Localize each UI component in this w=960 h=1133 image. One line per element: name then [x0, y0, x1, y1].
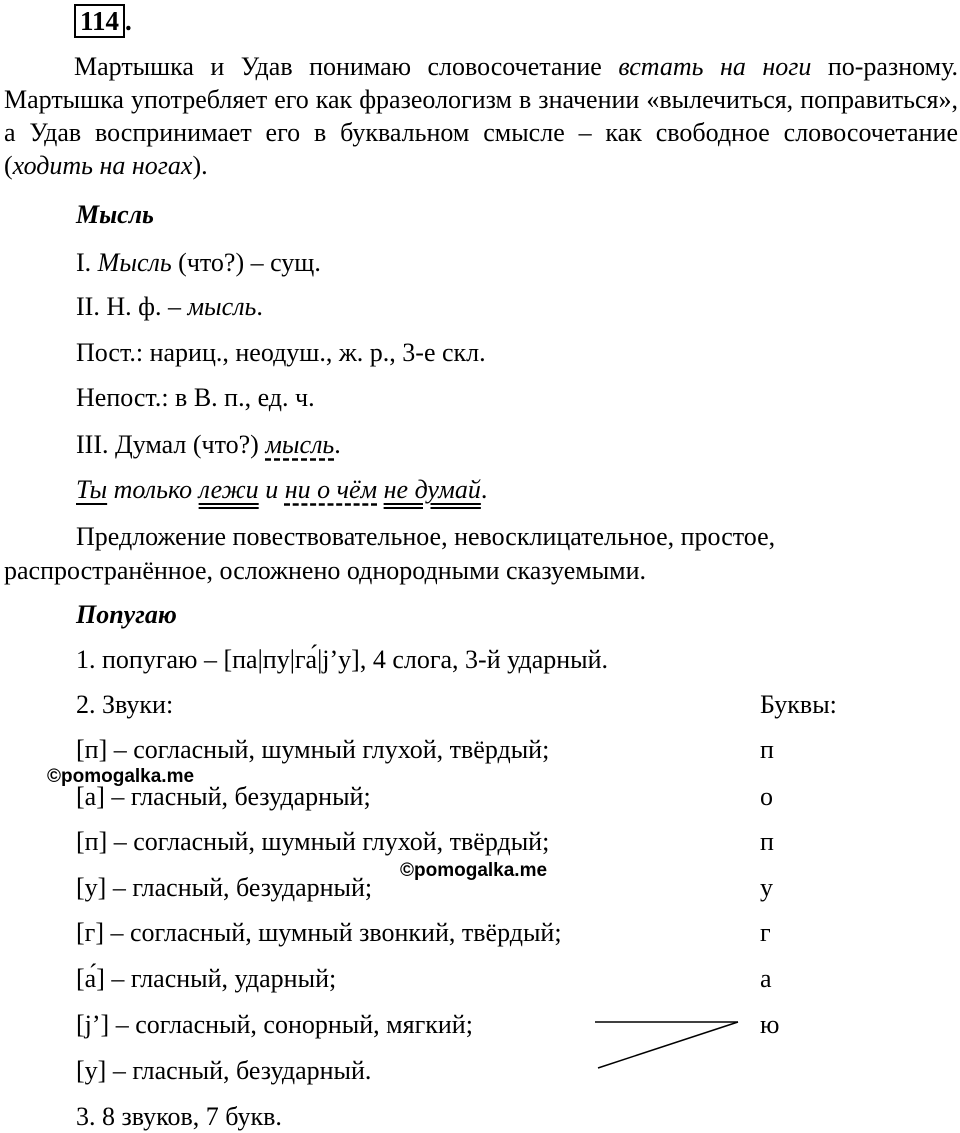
heading-popugayu: Попугаю — [76, 600, 177, 629]
sound-row: [j’] – согласный, сонорный, мягкий; — [76, 1010, 473, 1039]
mysl-line-4: Непост.: в В. п., ед. ч. — [76, 383, 315, 412]
sounds-label: 2. Звуки: — [76, 690, 174, 719]
sound-row: [п] – согласный, шумный глухой, твёрдый; — [76, 735, 550, 764]
sound-row: [у] – гласный, безударный. — [76, 1056, 372, 1085]
watermark: ©pomogalka.me — [400, 860, 548, 881]
heading-mysl: Мысль — [76, 200, 154, 229]
mysl-line-1: I. Мысль (что?) – сущ. — [76, 248, 321, 277]
exercise-number: 114 . — [74, 4, 132, 38]
letter-cell: о — [760, 782, 773, 811]
example-sentence: Ты только лежи и ни о чём не думай. — [76, 475, 488, 504]
sound-row: [г] – согласный, шумный звонкий, твёрдый; — [76, 918, 562, 947]
sound-row: [а́] – гласный, ударный; — [76, 964, 337, 993]
letter-cell: у — [760, 873, 773, 902]
mysl-line-3: Пост.: нариц., неодуш., ж. р., 3-е скл. — [76, 338, 486, 367]
summary-line: 3. 8 звуков, 7 букв. — [76, 1102, 282, 1131]
mysl-line-2: II. Н. ф. – мысль. — [76, 292, 263, 321]
sound-row: [у] – гласный, безударный; — [76, 873, 373, 902]
intro-paragraph: Мартышка и Удав понимаю словосочетание встать на ноги по-разному. Мартышка употребляет его как фразеологизм в значении «вылечиться, поправиться», а Удав воспринимает его в буквальном смысле – как свободное словосочетание (ходить на ногах). — [4, 52, 958, 180]
sentence-analysis-2: распространённое, осложнено однородными сказуемыми. — [4, 556, 647, 585]
letters-label: Буквы: — [760, 690, 837, 719]
letter-cell: ю — [760, 1010, 780, 1039]
sentence-analysis-1: Предложение повествовательное, невосклицательное, простое, — [76, 522, 776, 551]
sound-row: [п] – согласный, шумный глухой, твёрдый; — [76, 827, 550, 856]
connector-line-bottom — [598, 1022, 738, 1068]
letter-cell: а — [760, 964, 772, 993]
sound-row: [а] – гласный, безударный; — [76, 782, 371, 811]
phonetic-line: 1. попугаю – [па|пу|га́|j’у], 4 слога, 3-й ударный. — [76, 645, 609, 674]
letter-cell: п — [760, 827, 774, 856]
letter-cell: г — [760, 918, 771, 947]
watermark: ©pomogalka.me — [47, 766, 195, 787]
letter-cell: п — [760, 735, 774, 764]
mysl-line-5: III. Думал (что?) мысль. — [76, 430, 341, 459]
